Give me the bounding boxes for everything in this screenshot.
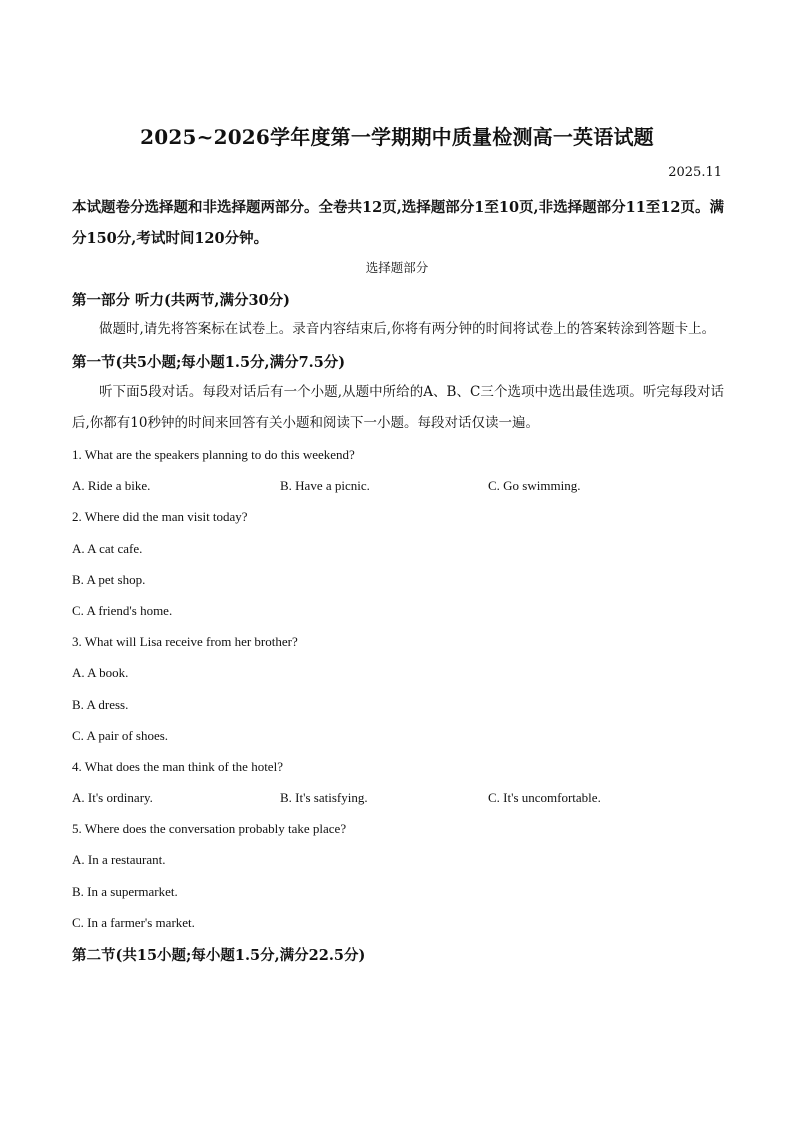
q4-option-b[interactable]: B. It's satisfying.: [280, 790, 368, 805]
q3-option-c[interactable]: C. A pair of shoes.: [72, 728, 169, 743]
q3-option-a[interactable]: A. A book.: [72, 665, 129, 680]
q4-option-c[interactable]: C. It's uncomfortable.: [488, 790, 601, 805]
q4-option-a[interactable]: A. It's ordinary.: [72, 790, 153, 805]
q2-option-c[interactable]: C. A friend's home.: [72, 603, 173, 618]
q1-option-c[interactable]: C. Go swimming.: [488, 478, 581, 493]
section2-heading: 第二节(共15小题;每小题1.5分,满分22.5分): [72, 947, 366, 964]
exam-intro: 本试题卷分选择题和非选择题两部分。全卷共12页,选择题部分1至10页,非选择题部分11至12页。满分150分,考试时间120分钟。: [72, 199, 724, 247]
q1-option-a[interactable]: A. Ride a bike.: [72, 478, 151, 493]
question-4: 4. What does the man think of the hotel?: [72, 759, 283, 774]
section1-instruction: 听下面5段对话。每段对话后有一个小题,从题中所给的A、B、C三个选项中选出最佳选项。听完每段对话后,你都有10秒钟的时间来回答有关小题和阅读下一小题。每段对话仅读一遍。: [72, 384, 724, 431]
q1-option-b[interactable]: B. Have a picnic.: [280, 478, 370, 493]
q2-option-a[interactable]: A. A cat cafe.: [72, 541, 143, 556]
part1-heading: 第一部分 听力(共两节,满分30分): [72, 292, 290, 309]
section1-heading: 第一节(共5小题;每小题1.5分,满分7.5分): [72, 354, 346, 371]
exam-date: 2025.11: [668, 165, 722, 180]
q5-option-c[interactable]: C. In a farmer's market.: [72, 915, 195, 930]
q3-option-b[interactable]: B. A dress.: [72, 697, 129, 712]
question-3: 3. What will Lisa receive from her brother?: [72, 634, 298, 649]
question-1: 1. What are the speakers planning to do this weekend?: [72, 447, 355, 462]
q5-option-a[interactable]: A. In a restaurant.: [72, 852, 166, 867]
page-title: 2025~2026学年度第一学期期中质量检测高一英语试题: [140, 125, 654, 149]
question-2: 2. Where did the man visit today?: [72, 509, 248, 524]
q5-option-b[interactable]: B. In a supermarket.: [72, 884, 178, 899]
section-title: 选择题部分: [365, 260, 429, 275]
q2-option-b[interactable]: B. A pet shop.: [72, 572, 146, 587]
question-5: 5. Where does the conversation probably take place?: [72, 821, 347, 836]
part1-instruction: 做题时,请先将答案标在试卷上。录音内容结束后,你将有两分钟的时间将试卷上的答案转涂到答题卡上。: [99, 321, 716, 337]
